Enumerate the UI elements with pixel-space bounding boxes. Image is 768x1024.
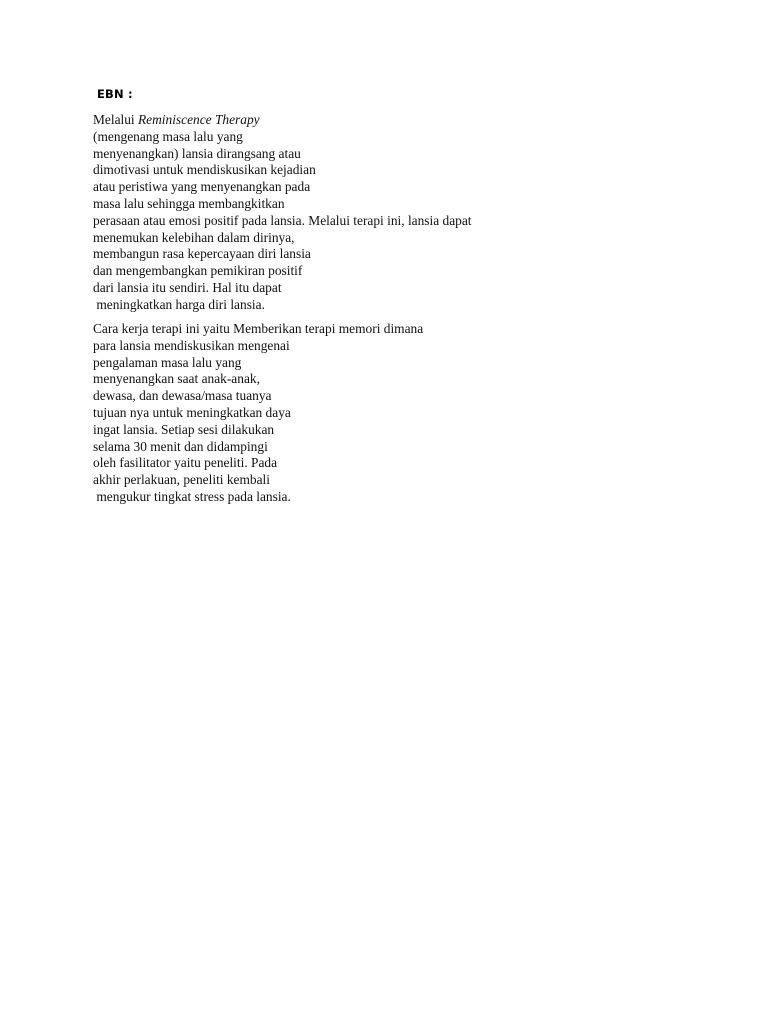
paragraph-line: oleh fasilitator yaitu peneliti. Pada xyxy=(93,455,278,471)
paragraph-line: atau peristiwa yang menyenangkan pada xyxy=(93,179,311,195)
paragraph-line: dan mengembangkan pemikiran positif xyxy=(93,263,303,279)
paragraph-line: Cara kerja terapi ini yaitu Memberikan terapi memori dimana xyxy=(93,321,424,336)
paragraph-line: dimotivasi untuk mendiskusikan kejadian xyxy=(93,162,316,178)
paragraph-therapy-procedure xyxy=(93,321,423,506)
paragraph-line: menyenangkan) lansia dirangsang atau xyxy=(93,145,301,161)
paragraph-line: meningkatkan harga diri lansia. xyxy=(93,296,265,312)
paragraph-line: perasaan atau emosi positif pada lansia. Melalui terapi ini, lansia dapat xyxy=(93,212,472,228)
line-prefix: Melalui xyxy=(93,112,138,127)
paragraph-line xyxy=(93,112,472,129)
therapy-term: Reminiscence Therapy xyxy=(138,112,260,127)
section-heading: EBN : xyxy=(97,87,133,101)
paragraph-line: menemukan kelebihan dalam dirinya, xyxy=(93,229,295,245)
paragraph-line: masa lalu sehingga membangkitkan xyxy=(93,195,285,211)
paragraph-line: dewasa, dan dewasa/masa tuanya xyxy=(93,388,272,404)
paragraph-line: (mengenang masa lalu yang xyxy=(93,128,243,144)
paragraph-line: membangun rasa kepercayaan diri lansia xyxy=(93,246,311,262)
paragraph-line: menyenangkan saat anak-anak, xyxy=(93,371,260,387)
paragraph-line: tujuan nya untuk meningkatkan daya xyxy=(93,404,291,420)
paragraph-line: akhir perlakuan, peneliti kembali xyxy=(93,472,270,488)
paragraph-line: dari lansia itu sendiri. Hal itu dapat xyxy=(93,279,282,295)
paragraph-line: pengalaman masa lalu yang xyxy=(93,354,242,370)
paragraph-line: para lansia mendiskusikan mengenai xyxy=(93,337,290,353)
paragraph-reminiscence-therapy xyxy=(93,112,472,314)
paragraph-line: selama 30 menit dan didampingi xyxy=(93,438,268,454)
paragraph-line: ingat lansia. Setiap sesi dilakukan xyxy=(93,421,275,437)
paragraph-line: mengukur tingkat stress pada lansia. xyxy=(93,488,291,504)
